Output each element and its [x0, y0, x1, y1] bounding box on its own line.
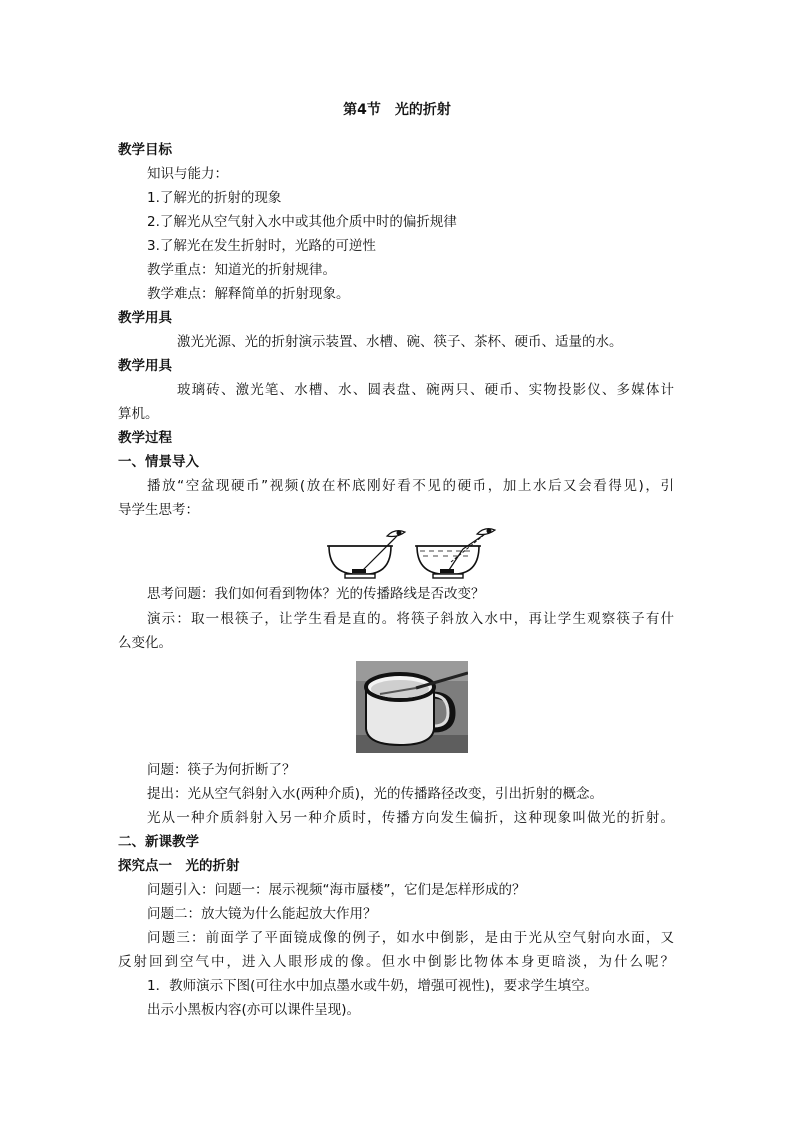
text-line: 提出：光从空气斜射入水(两种介质)，光的传播路径改变，引出折射的概念。	[147, 786, 604, 802]
text-line: 出示小黑板内容(亦可以课件呈现)。	[147, 1002, 361, 1018]
text-line: 激光光源、光的折射演示装置、水槽、碗、筷子、茶杯、硬币、适量的水。	[177, 334, 623, 350]
text-line: 知识与能力：	[147, 166, 228, 182]
text-line: 算机。	[118, 406, 159, 422]
text-line: 2.了解光从空气射入水中或其他介质中时的偏折规律	[147, 214, 457, 230]
left-eye-icon	[387, 531, 405, 537]
text-line: 思考问题：我们如何看到物体？光的传播路线是否改变？	[147, 586, 485, 602]
text-line: 1．教师演示下图(可往水中加点墨水或牛奶，增强可视性)，要求学生填空。	[147, 978, 599, 994]
text-line: 播放“空盆现硬币”视频(放在杯底刚好看不见的硬币，加上水后又会看得见)，引	[147, 478, 674, 494]
text-line: 问题引入：问题一：展示视频“海市蜃楼”，它们是怎样形成的？	[147, 882, 526, 898]
text-line: 反射回到空气中，进入人眼形成的像。但水中倒影比物体本身更暗淡，为什么呢？	[118, 954, 674, 970]
chopstick-in-cup-photo	[356, 661, 468, 753]
text-line: 教学难点：解释简单的折射现象。	[147, 286, 350, 302]
text-line: 1.了解光的折射的现象	[147, 190, 282, 206]
heading-teaching-tools-2: 教学用具	[118, 358, 172, 374]
heading-teaching-tools: 教学用具	[118, 310, 172, 326]
text-line: 教学重点：知道光的折射规律。	[147, 262, 336, 278]
text-line: 演示：取一根筷子，让学生看是直的。将筷子斜放入水中，再让学生观察筷子有什	[147, 611, 674, 627]
text-line: 导学生思考：	[118, 502, 199, 518]
text-line: 问题二：放大镜为什么能起放大作用？	[147, 906, 377, 922]
heading-explore-point-1: 探究点一 光的折射	[118, 858, 240, 874]
page-title: 第4节 光的折射	[343, 102, 451, 118]
heading-teaching-process: 教学过程	[118, 430, 172, 446]
text-line: 问题三：前面学了平面镜成像的例子，如水中倒影，是由于光从空气射向水面，又	[147, 930, 674, 946]
text-line: 么变化。	[118, 635, 172, 651]
text-line: 光从一种介质斜射入另一种介质时，传播方向发生偏折，这种现象叫做光的折射。	[147, 810, 674, 826]
right-eye-icon	[477, 529, 495, 535]
heading-new-lesson: 二、新课教学	[118, 834, 199, 850]
right-bowl	[415, 534, 485, 578]
left-bowl	[327, 536, 397, 578]
heading-scene-intro: 一、情景导入	[118, 454, 199, 470]
heading-teaching-goals: 教学目标	[118, 142, 172, 158]
text-line: 3.了解光在发生折射时，光路的可逆性	[147, 238, 376, 254]
bowl-coin-figure	[325, 522, 500, 582]
text-line: 问题：筷子为何折断了？	[147, 762, 296, 778]
text-line: 玻璃砖、激光笔、水槽、水、圆表盘、碗两只、硬币、实物投影仪、多媒体计	[177, 382, 674, 398]
